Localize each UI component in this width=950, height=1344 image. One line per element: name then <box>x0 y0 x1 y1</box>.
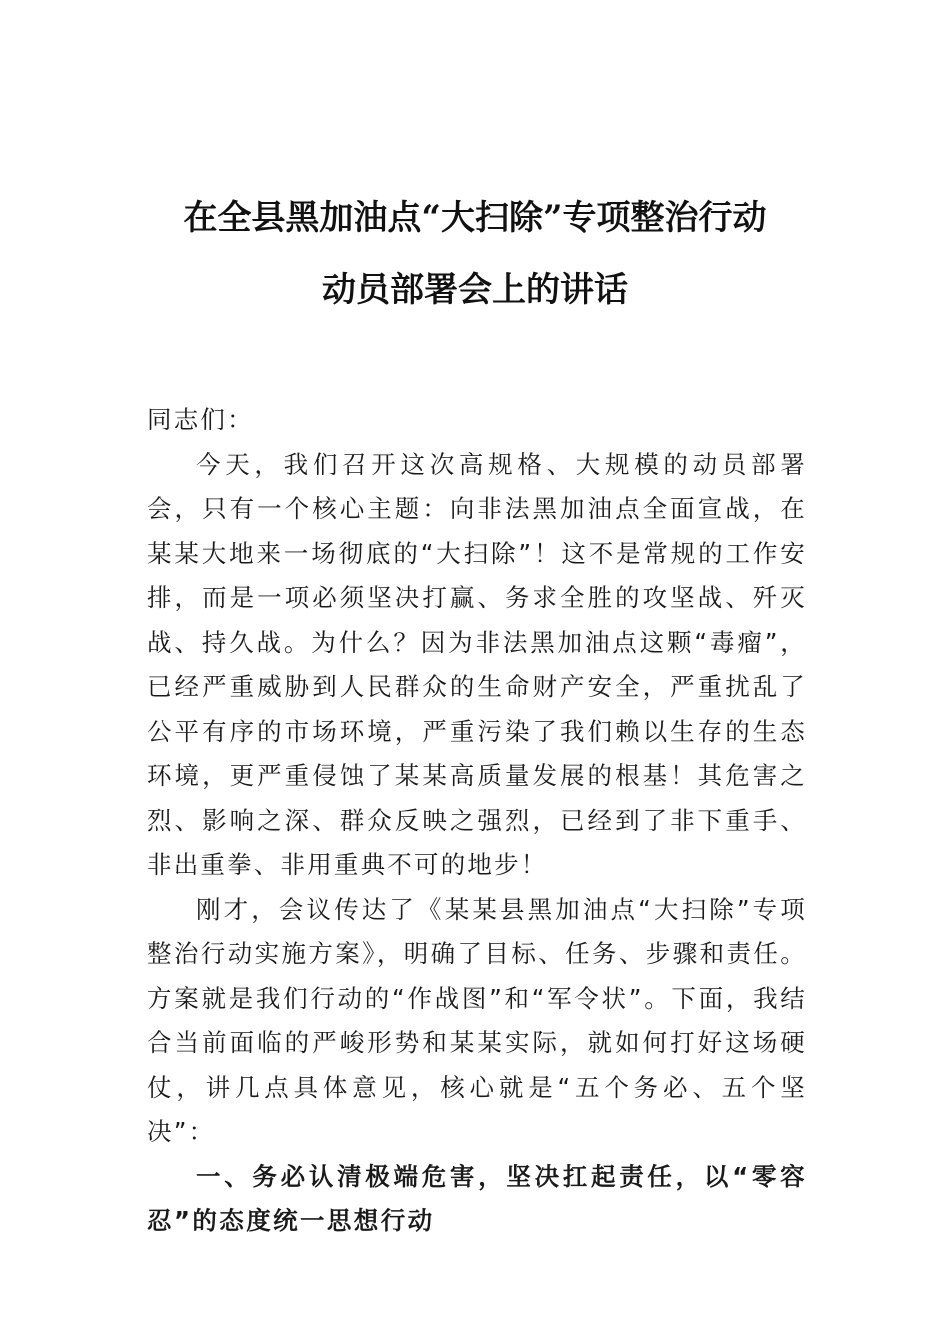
document-body <box>147 398 807 1244</box>
document-title-line-1: 在全县黑加油点“大扫除”专项整治行动 <box>183 198 767 238</box>
salutation: 同志们： <box>147 405 254 434</box>
paragraph-1: 今天，我们召开这次高规格、大规模的动员部署会，只有一个核心主题：向非法黑加油点全面宣战，在某某大地来一场彻底的“大扫除”！这不是常规的工作安排，而是一项必须坚决打赢、务求全胜的攻坚战、歼灭战、持久战。为什么？因为非法黑加油点这颗“毒瘤”，已经严重威胁到人民群众的生命财产安全，严重扰乱了公平有序的市场环境，严重污染了我们赖以生存的生态环境，更严重侵蚀了某某高质量发展的根基！其危害之烈、影响之深、群众反映之强烈，已经到了非下重手、非出重拳、非用重典不可的地步！ <box>147 449 807 879</box>
paragraph-2: 刚才，会议传达了《某某县黑加油点“大扫除”专项整治行动实施方案》，明确了目标、任务、步骤和责任。方案就是我们行动的“作战图”和“军令状”。下面，我结合当前面临的严峻形势和某某实际，就如何打好这场硬仗，讲几点具体意见，核心就是“五个务必、五个坚决”： <box>147 894 807 1146</box>
document-title-line-2: 动员部署会上的讲话 <box>322 270 628 310</box>
section-heading-1: 一、务必认清极端危害，坚决扛起责任，以“零容忍”的态度统一思想行动 <box>147 1161 807 1235</box>
